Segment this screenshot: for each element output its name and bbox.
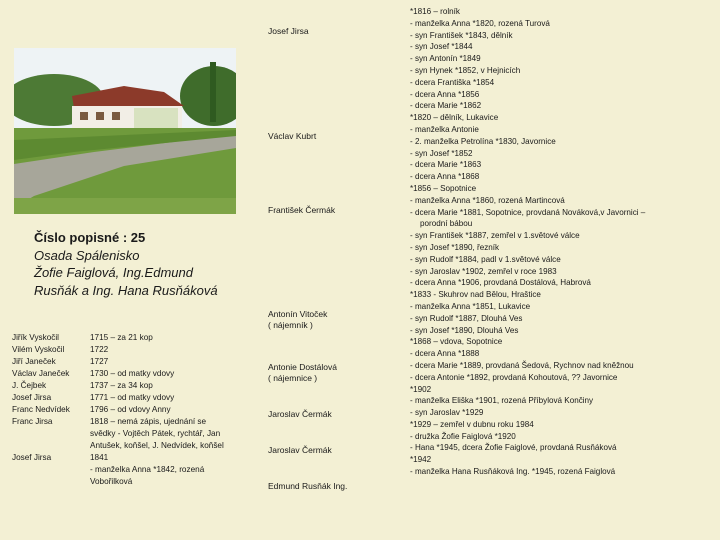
detail-line: - dcera Marie *1863 bbox=[410, 160, 482, 170]
occupant-name: Antonie Dostálová ( nájemnice ) bbox=[268, 362, 337, 383]
detail-line: - dcera Marie *1881, Sopotnice, provdaná Nováková,v Javornici – bbox=[410, 207, 646, 217]
occupant-details bbox=[410, 6, 716, 478]
owner-name: Franc Nedvídek bbox=[12, 405, 70, 414]
owner-desc: 1730 – od matky vdovy bbox=[90, 369, 175, 378]
owner-name: Franc Jirsa bbox=[12, 417, 53, 426]
detail-line: - syn Josef *1844 bbox=[410, 42, 473, 52]
owner-row bbox=[12, 392, 262, 404]
detail-line: - syn Josef *1852 bbox=[410, 148, 473, 158]
detail-line: - manželka Anna *1820, rozená Turová bbox=[410, 18, 550, 28]
detail-line: *1902 bbox=[410, 384, 432, 394]
occupant-name: Jaroslav Čermák bbox=[268, 445, 332, 455]
detail-line: - manželka Anna *1851, Lukavice bbox=[410, 301, 531, 311]
owner-row bbox=[12, 404, 262, 416]
detail-line: - syn Josef *1890, řezník bbox=[410, 242, 500, 252]
detail-line: - družka Žofie Faiglová *1920 bbox=[410, 431, 516, 441]
owner-row bbox=[12, 332, 262, 344]
detail-line: - Hana *1945, dcera Žofie Faiglové, provdaná Rusňáková bbox=[410, 443, 617, 453]
detail-line: - dcera Anna *1868 bbox=[410, 172, 480, 182]
owner-name: Josef Jirsa bbox=[12, 453, 52, 462]
owner-name: Václav Janeček bbox=[12, 369, 70, 378]
owner-row bbox=[12, 380, 262, 392]
heading-line: Žofie Faiglová, Ing.Edmund bbox=[34, 265, 193, 280]
owner-desc: 1818 – nemá zápis, ujednání se svědky - Vojtěch Pátek, rychtář, Jan Antušek, koňšel, J. Nedvídek, koňšel bbox=[90, 417, 224, 450]
detail-line: - syn František *1843, dělník bbox=[410, 30, 513, 40]
detail-line: *1856 – Sopotnice bbox=[410, 183, 477, 193]
owner-row bbox=[12, 368, 262, 380]
owner-name: J. Čejbek bbox=[12, 381, 47, 390]
detail-line: - 2. manželka Petrolína *1830, Javornice bbox=[410, 136, 556, 146]
owner-desc: 1727 bbox=[90, 357, 109, 366]
owner-row bbox=[12, 356, 262, 368]
owner-desc: 1841 - manželka Anna *1842, rozená Vobořilková bbox=[90, 453, 205, 486]
detail-line: - dcera Marie *1889, provdaná Šedová, Rychnov nad kněžnou bbox=[410, 360, 634, 370]
detail-line: porodní bábou bbox=[420, 219, 473, 229]
occupant-name: Jaroslav Čermák bbox=[268, 409, 332, 419]
occupant-name: Antonín Vitoček ( nájemník ) bbox=[268, 309, 328, 330]
owner-name: Vilém Vyskočil bbox=[12, 345, 65, 354]
house-number-title: Číslo popisné : 25 bbox=[34, 230, 146, 245]
detail-line: - dcera Anna *1888 bbox=[410, 349, 480, 359]
detail-line: - manželka Eliška *1901, rozená Příbylová Končiny bbox=[410, 396, 594, 406]
detail-line: *1929 – zemřel v dubnu roku 1984 bbox=[410, 419, 534, 429]
detail-line: *1942 bbox=[410, 455, 432, 465]
owner-row bbox=[12, 344, 262, 356]
detail-line: *1820 – dělník, Lukavice bbox=[410, 113, 499, 123]
detail-line: - syn František *1887, zemřel v 1.světové válce bbox=[410, 231, 580, 241]
detail-line: - dcera Anna *1856 bbox=[410, 89, 480, 99]
owner-row bbox=[12, 452, 262, 488]
owner-row bbox=[12, 416, 262, 452]
detail-line: - syn Rudolf *1884, padl v 1.světové válce bbox=[410, 254, 561, 264]
detail-line: - manželka Anna *1860, rozená Martincová bbox=[410, 195, 565, 205]
detail-line: - dcera Antonie *1892, provdaná Kohoutová, ?? Javornice bbox=[410, 372, 618, 382]
detail-line: - syn Hynek *1852, v Hejnicích bbox=[410, 65, 521, 75]
heading-line: Rusňák a Ing. Hana Rusňáková bbox=[34, 282, 218, 298]
detail-line: - dcera Františka *1854 bbox=[410, 77, 495, 87]
owner-desc: 1722 bbox=[90, 345, 109, 354]
owner-desc: 1715 – za 21 kop bbox=[90, 333, 153, 342]
occupant-name: František Čermák bbox=[268, 205, 336, 215]
detail-line: - syn Josef *1890, Dlouhá Ves bbox=[410, 325, 519, 335]
heading-line: Osada Spálenisko bbox=[34, 247, 140, 263]
owner-name: Josef Jirsa bbox=[12, 393, 52, 402]
detail-line: - syn Rudolf *1887, Dlouhá Ves bbox=[410, 313, 523, 323]
detail-line: - syn Jaroslav *1902, zemřel v roce 1983 bbox=[410, 266, 557, 276]
heading-block bbox=[34, 229, 264, 299]
detail-line: *1868 – vdova, Sopotnice bbox=[410, 337, 503, 347]
owner-history-list bbox=[12, 332, 262, 488]
owner-desc: 1796 – od vdovy Anny bbox=[90, 405, 171, 414]
detail-line: - dcera Marie *1862 bbox=[410, 101, 482, 111]
detail-line: - syn Jaroslav *1929 bbox=[410, 408, 484, 418]
owner-name: Jiřík Vyskočil bbox=[12, 333, 60, 342]
occupant-name: Edmund Rusňák Ing. bbox=[268, 481, 348, 491]
owner-desc: 1771 – od matky vdovy bbox=[90, 393, 175, 402]
occupant-name: Josef Jirsa bbox=[268, 26, 309, 36]
occupant-name: Václav Kubrt bbox=[268, 131, 317, 141]
owner-desc: 1737 – za 34 kop bbox=[90, 381, 153, 390]
detail-line: - dcera Anna *1906, provdaná Dostálová, Habrová bbox=[410, 278, 591, 288]
detail-line: *1833 - Skuhrov nad Bělou, Hraštice bbox=[410, 290, 541, 300]
detail-line: - manželka Hana Rusňáková Ing. *1945, rozená Faiglová bbox=[410, 467, 616, 477]
house-photo bbox=[14, 48, 236, 214]
detail-line: - syn Antonín *1849 bbox=[410, 54, 481, 64]
owner-name: Jiří Janeček bbox=[12, 357, 56, 366]
detail-line: *1816 – rolník bbox=[410, 7, 460, 16]
detail-line: - manželka Antonie bbox=[410, 124, 479, 134]
